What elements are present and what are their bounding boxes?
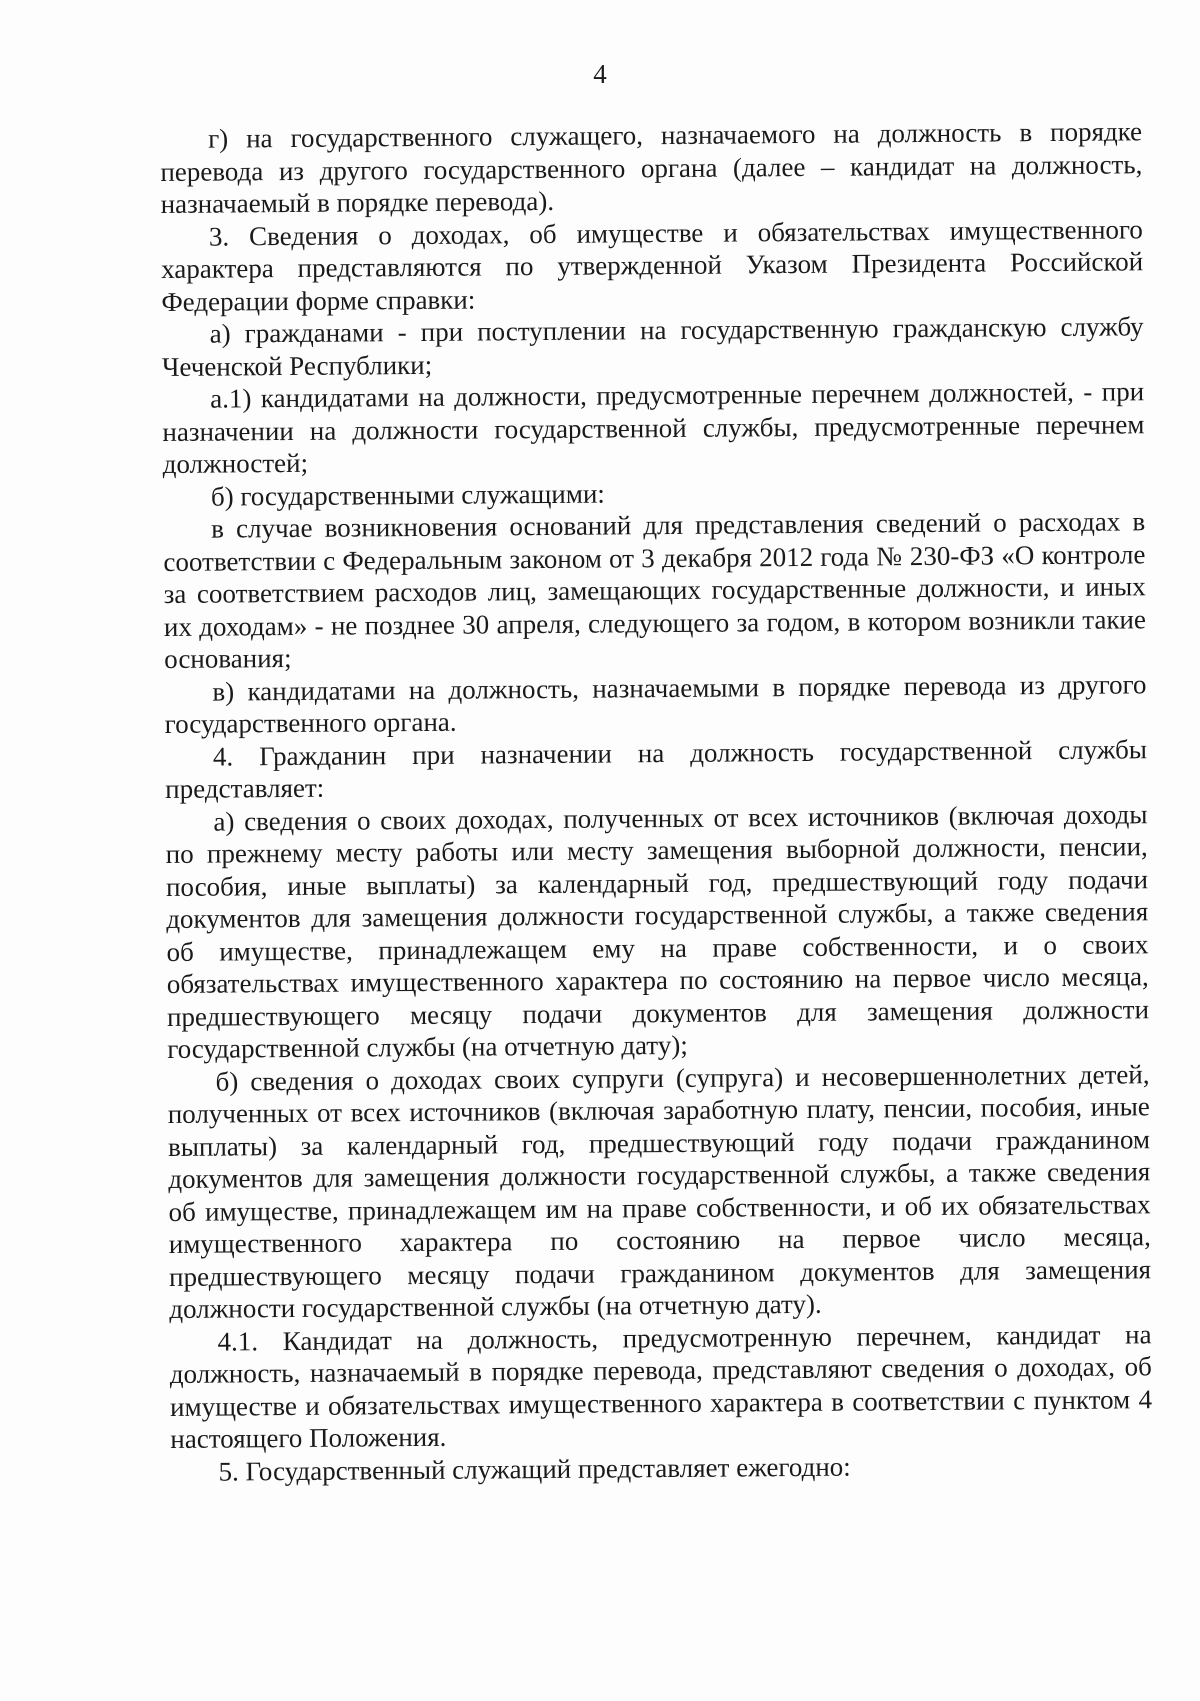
document-body — [160, 115, 1153, 1488]
paragraph-section-3: 3. Сведения о доходах, об имуществе и обязательствах имущественного характера представляются по утвержденной Указом Президента Российской Федерации форме справки: — [161, 213, 1144, 317]
paragraph-section-4-1: 4.1. Кандидат на должность, предусмотренную перечнем, кандидат на должность, назначаемый в порядке перевода, представляют сведения о доходах, об имуществе и обязательствах имущественного характера в соответствии с пунктом 4 настоящего Положения. — [169, 1318, 1153, 1454]
paragraph-item-a: а) гражданами - при поступлении на государственную гражданскую службу Чеченской Республики; — [161, 311, 1144, 382]
paragraph-section-5: 5. Государственный служащий представляет ежегодно: — [218, 1451, 851, 1487]
paragraph-section-4: 4. Гражданин при назначении на должность государственной службы представляет: — [165, 733, 1148, 804]
paragraph-section-4-item-a: а) сведения о своих доходах, полученных от всех источников (включая доходы по прежнему месту работы или месту замещения выборной должности, пенсии, пособия, иные выплаты) за календарный год, предшествующий году подачи документов для замещения должности государственной службы, а также сведения об имуществе, принадлежащем ему на праве собственности, и о своих обязательствах имущественного характера по состоянию на первое число месяца, предшествующего месяцу подачи документов для замещения должности государственной службы (на отчетную дату); — [165, 798, 1150, 1064]
paragraph-item-a1: а.1) кандидатами на должности, предусмотренные перечнем должностей, - при назначении на должности государственной службы, предусмотренные перечнем должностей; — [162, 376, 1145, 479]
paragraph-expenses-case: в случае возникновения оснований для представления сведений о расходах в соответствии с Федеральным законом от 3 декабря 2012 года № 230-ФЗ «О контроле за соответствием расходов лиц, замещающих государственные должности, и иных их доходам» - не позднее 30 апреля, следующего за годом, в котором возникли такие основания; — [163, 506, 1147, 674]
page-number: 4 — [593, 59, 607, 89]
paragraph-section-4-item-b: б) сведения о доходах своих супруги (супруга) и несовершеннолетних детей, полученных от всех источников (включая заработную плату, пенсии, пособия, иные выплаты) за календарный год, предшествующий году подачи гражданином документов для замещения должности государственной службы, а также сведения об имуществе, принадлежащем им на праве собственности, и об их обязательствах имущественного характера по состоянию на первое число месяца, предшествующего месяцу подачи гражданином документов для замещения должности государственной службы (на отчетную дату). — [167, 1058, 1152, 1324]
paragraph-item-b: б) государственными служащими: — [210, 478, 605, 512]
paragraph-item-g: г) на государственного служащего, назначаемого на должность в порядке перевода из другого государственного органа (далее – кандидат на должность, назначаемый в порядке перевода). — [160, 116, 1143, 219]
paragraph-item-v: в) кандидатами на должность, назначаемыми в порядке перевода из другого государственного органа. — [164, 668, 1147, 739]
